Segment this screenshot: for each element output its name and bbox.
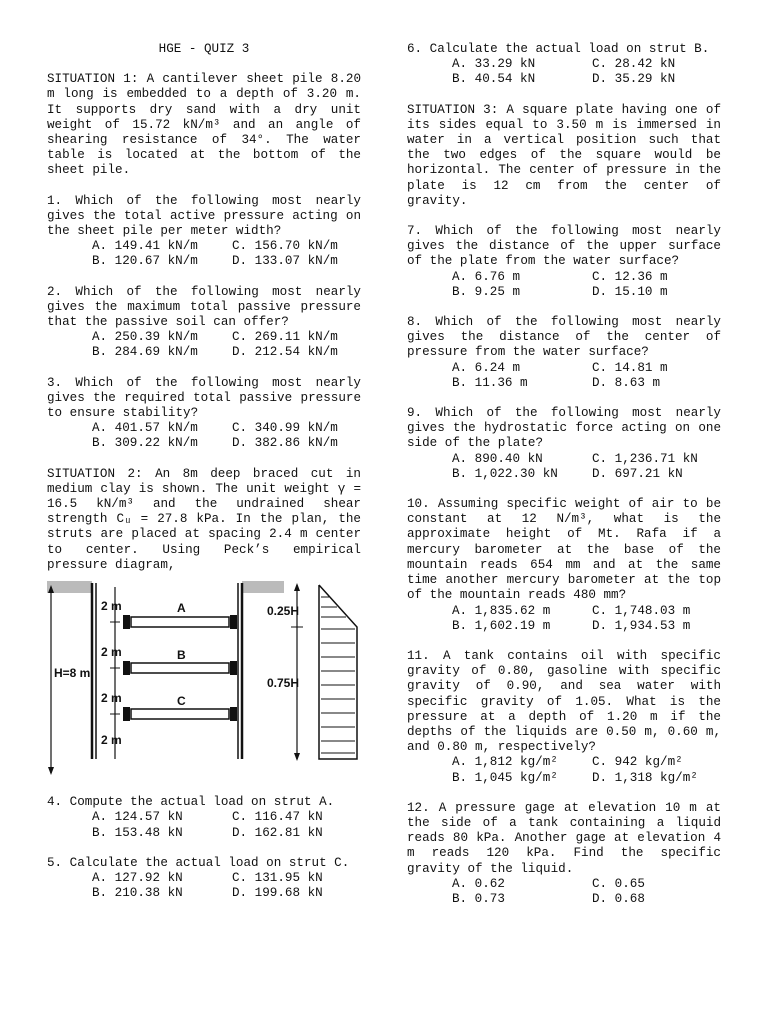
option-a: A. 250.39 kN/m [92, 330, 198, 345]
answer-options [407, 877, 721, 907]
option-a: A. 149.41 kN/m [92, 239, 198, 254]
option-a: A. 890.40 kN [452, 451, 543, 466]
option-a: A. 6.24 m [452, 360, 521, 375]
option-b: B. 309.22 kN/m [92, 436, 198, 451]
braced-cut-diagram [47, 581, 361, 787]
option-c: C. 942 kg/m² [592, 755, 683, 770]
answer-options [47, 421, 361, 451]
question-text: 7. Which of the following most nearly gives the distance of the upper surface of the plate from the water surface? [407, 224, 721, 269]
answer-options [47, 239, 361, 269]
option-c: C. 28.42 kN [592, 57, 676, 72]
question-text: 5. Calculate the actual load on strut C. [47, 855, 350, 870]
option-d: D. 382.86 kN/m [232, 436, 338, 451]
ground-hatch-right [242, 581, 284, 593]
question-text: 11. A tank contains oil with specific gravity of 0.80, gasoline with specific gravity of 0.90, and sea water with specific gravity of 1.05. What is the pressure at a depth of 1.20 m if the depths of the liquids are 0.50 m, 0.60 m, and 0.80 m, respectively? [407, 648, 721, 755]
situation-3 [407, 103, 721, 209]
option-c: C. 340.99 kN/m [232, 421, 338, 436]
question-2 [47, 285, 361, 361]
situation-2-text: SITUATION 2: An 8m deep braced cut in medium clay is shown. The unit weight γ = 16.5 kN/m³ and the undrained shear strength Cᵤ = 27.8 kPa. In the plan, the struts are placed at spacing 2.4 m center to center. Using Peck’s empirical pressure diagram, [47, 466, 361, 572]
option-a: A. 401.57 kN/m [92, 421, 198, 436]
answer-options [407, 755, 721, 785]
option-b: B. 120.67 kN/m [92, 254, 198, 269]
spacing-label-3: 2 m [101, 691, 122, 706]
spacing-label-2: 2 m [101, 645, 122, 660]
answer-options [407, 361, 721, 391]
question-3 [47, 376, 361, 452]
option-c: C. 131.95 kN [232, 870, 323, 885]
question-text: 6. Calculate the actual load on strut B. [407, 42, 710, 56]
option-c: C. 0.65 [592, 876, 645, 891]
pressure-arrows [321, 597, 355, 753]
answer-options [47, 871, 361, 901]
question-9 [407, 406, 721, 482]
option-d: D. 162.81 kN [232, 825, 323, 840]
answer-options [407, 270, 721, 300]
situation-3-text: SITUATION 3: A square plate having one of its sides equal to 3.50 m is immersed in water in a vertical position such that the two edges of the square would be horizontal. The center of pressure in the plate is 12 cm from the center of gravity. [407, 102, 721, 208]
option-b: B. 1,602.19 m [452, 618, 551, 633]
question-text: 8. Which of the following most nearly gives the distance of the center of pressure from the water surface? [407, 315, 721, 360]
answer-options [47, 330, 361, 360]
option-c: C. 12.36 m [592, 269, 668, 284]
question-7 [407, 224, 721, 300]
option-d: D. 199.68 kN [232, 886, 323, 901]
ground-hatch-left [47, 581, 92, 593]
option-c: C. 1,748.03 m [592, 603, 691, 618]
option-d: D. 1,934.53 m [592, 618, 691, 633]
mid-zone-label: 0.75H [267, 676, 300, 691]
quiz-title: HGE - QUIZ 3 [158, 42, 250, 56]
situation-1-text: SITUATION 1: A cantilever sheet pile 8.20 m long is embedded to a depth of 3.20 m. It supports dry sand with a dry unit weight of 15.72 kN/m³ and an angle of shearing resistance of 34°. The water table is located at the bottom of the sheet pile. [47, 72, 361, 178]
question-5 [47, 856, 361, 902]
option-b: B. 40.54 kN [452, 72, 536, 87]
option-b: B. 153.48 kN [92, 825, 183, 840]
answer-options [407, 604, 721, 634]
question-text: 2. Which of the following most nearly gives the maximum total passive pressure that the passive soil can offer? [47, 284, 361, 330]
option-c: C. 1,236.71 kN [592, 451, 698, 466]
height-label: H=8 m [54, 666, 91, 681]
option-a: A. 6.76 m [452, 269, 521, 284]
strut-b-label: B [177, 648, 186, 663]
question-text: 9. Which of the following most nearly gives the hydrostatic force acting on one side of the plate? [407, 406, 721, 451]
question-8 [407, 315, 721, 391]
option-d: D. 15.10 m [592, 284, 668, 299]
spacing-label-4: 2 m [101, 733, 122, 748]
answer-options [47, 810, 361, 840]
question-4 [47, 795, 361, 841]
option-a: A. 1,835.62 m [452, 603, 551, 618]
question-text: 12. A pressure gage at elevation 10 m at the side of a tank containing a liquid reads 80 kPa. Another gage at elevation 4 m reads 120 kPa. Find the specific gravity of the liquid. [407, 800, 721, 876]
question-6 [407, 42, 721, 88]
option-d: D. 133.07 kN/m [232, 254, 338, 269]
question-12 [407, 801, 721, 907]
question-10 [407, 497, 721, 634]
option-a: A. 127.92 kN [92, 870, 183, 885]
option-a: A. 1,812 kg/m² [452, 755, 558, 770]
pressure-envelope [319, 585, 357, 759]
option-d: D. 1,318 kg/m² [592, 770, 698, 785]
option-c: C. 14.81 m [592, 360, 668, 375]
left-column [47, 42, 361, 916]
question-text: 10. Assuming specific weight of air to be constant at 12 N/m³, what is the approximate height of Mt. Rafa if a mercury barometer at the base of the mountain reads 654 mm and at the same time another mercury barometer at the top of the mountain reads 480 mm? [407, 497, 721, 603]
situation-2 [47, 467, 361, 573]
question-text: 1. Which of the following most nearly gives the total active pressure acting on the sheet pile per meter width? [47, 193, 361, 239]
option-d: D. 8.63 m [592, 375, 661, 390]
spacing-label-1: 2 m [101, 599, 122, 614]
strut-a-label: A [177, 601, 186, 616]
strut-a [131, 617, 229, 627]
option-b: B. 284.69 kN/m [92, 345, 198, 360]
strut-b [131, 663, 229, 673]
question-text: 4. Compute the actual load on strut A. [47, 795, 335, 810]
option-b: B. 210.38 kN [92, 886, 183, 901]
question-text: 3. Which of the following most nearly gives the required total passive pressure to ensure stability? [47, 375, 361, 421]
option-b: B. 11.36 m [452, 375, 528, 390]
option-d: D. 697.21 kN [592, 466, 683, 481]
option-c: C. 116.47 kN [232, 810, 323, 825]
question-1 [47, 194, 361, 270]
option-d: D. 212.54 kN/m [232, 345, 338, 360]
right-column [407, 42, 721, 922]
option-d: D. 35.29 kN [592, 72, 676, 87]
option-b: B. 0.73 [452, 891, 505, 906]
braced-cut-figure [47, 581, 361, 787]
option-b: B. 9.25 m [452, 284, 521, 299]
option-d: D. 0.68 [592, 891, 645, 906]
option-c: C. 269.11 kN/m [232, 330, 338, 345]
strut-c [131, 709, 229, 719]
answer-options [407, 452, 721, 482]
option-c: C. 156.70 kN/m [232, 239, 338, 254]
situation-1 [47, 72, 361, 178]
top-zone-label: 0.25H [267, 604, 300, 619]
answer-options [407, 57, 721, 87]
option-b: B. 1,022.30 kN [452, 466, 558, 481]
question-11 [407, 649, 721, 786]
option-a: A. 0.62 [452, 876, 505, 891]
option-a: A. 33.29 kN [452, 57, 536, 72]
option-a: A. 124.57 kN [92, 810, 183, 825]
strut-c-label: C [177, 694, 186, 709]
option-b: B. 1,045 kg/m² [452, 770, 558, 785]
